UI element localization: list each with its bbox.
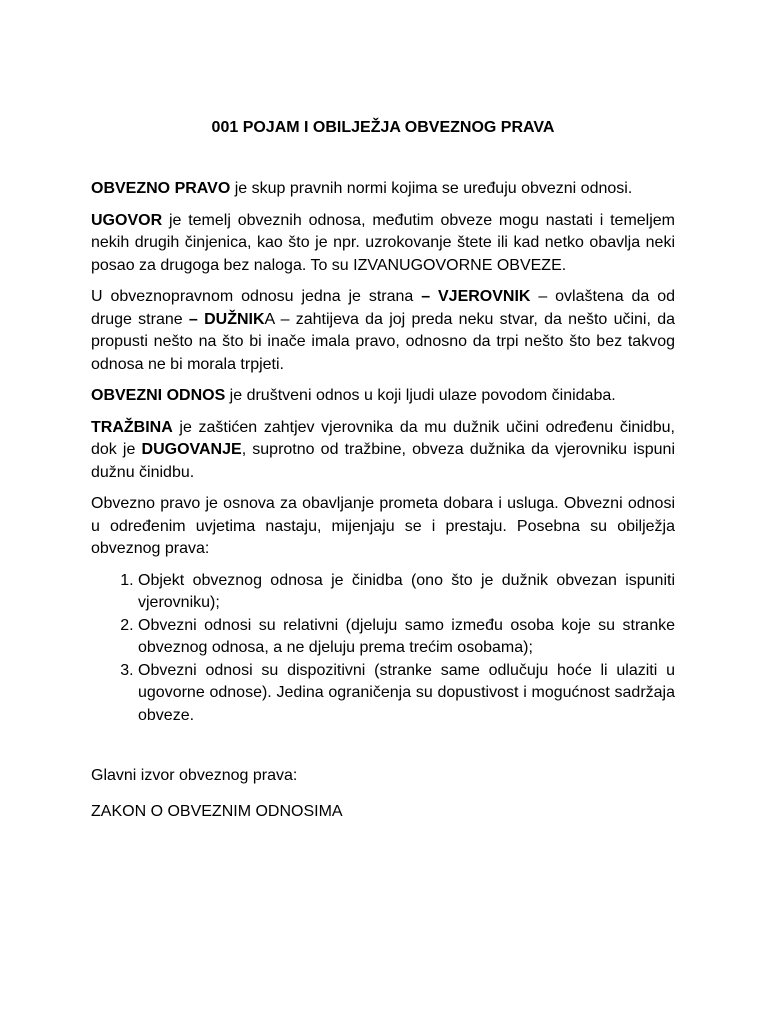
paragraph-ugovor [91, 210, 675, 278]
paragraph-text: , suprotno od tražbine, obveza dužnika da vjerovniku ispuni dužnu činidbu. [91, 441, 675, 481]
document-body [91, 178, 675, 832]
paragraph-obvezno-pravo [91, 178, 675, 201]
term-ugovor: UGOVOR [91, 211, 163, 229]
paragraph-text: – ovlaštena da od druge strane [91, 288, 676, 328]
paragraph-text: A – zahtijeva da joj preda neku stvar, da nešto učini, da propusti nešto na što bi inače imala pravo, odnosno da trpi nešto što bez takvog odnosa ne bi morala trpjeti. [91, 310, 675, 373]
term-obvezno-pravo: OBVEZNO PRAVO [91, 180, 231, 197]
list-item: 1. Objekt obveznog odnosa je činidba (ono što je dužnik obvezan ispuniti vjerovniku); [138, 570, 675, 615]
term-obvezni-odnos: OBVEZNI ODNOS [91, 387, 226, 404]
dash: – [421, 288, 431, 305]
features-list [91, 570, 675, 728]
paragraph-obilježja [91, 493, 675, 561]
source-value: ZAKON O OBVEZNIM ODNOSIMA [91, 802, 343, 820]
paragraph-text: Obvezno pravo je osnova za obavljanje prometa dobara i usluga. Obvezni odnosi u određenim uvjetima nastaju, mijenjaju se i prestaju. Posebna su obilježja obveznog prava: [91, 495, 675, 557]
document-title: 001 POJAM I OBILJEŽJA OBVEZNOG PRAVA [211, 119, 555, 136]
dash: – [188, 310, 198, 328]
paragraph-text: je društveni odnos u koji ljudi ulaze povodom činidaba. [225, 387, 616, 404]
paragraph-text: je skup pravnih normi kojima se uređuju obvezni odnosi. [230, 180, 633, 197]
list-item: 2. Obvezni odnosi su relativni (djeluju samo između osoba koje su stranke obveznog odnosa, a ne djeluju prema trećim osobama); [138, 615, 675, 660]
term-trazbina: TRAŽBINA [91, 418, 173, 436]
term-duznik: DUŽNIK [197, 310, 265, 328]
source-label: Glavni izvor obveznog prava: [91, 767, 298, 784]
term-vjerovnik: VJEROVNIK [430, 288, 531, 305]
list-item: 3. Obvezni odnosi su dispozitivni (stranke same odlučuju hoće li ulaziti u ugovorne odnose). Jedina ograničenja su dopustivost i mogućnost sadržaja obveze. [138, 660, 675, 728]
paragraph-obveznopravni-odnos [91, 286, 675, 376]
paragraph-text: U obveznopravnom odnosu jedna je strana [91, 288, 422, 305]
term-dugovanje: DUGOVANJE [141, 441, 242, 458]
paragraph-text: je temelj obveznih odnosa, međutim obveze mogu nastati i temeljem nekih drugih činjenica, kao što je npr. uzrokovanje štete ili kad netko obavlja neki posao za drugoga bez naloga. To su IZVANUGOVORNE OBVEZE. [91, 211, 675, 274]
paragraph-trazbina [91, 417, 675, 485]
paragraph-obvezni-odnos [91, 385, 675, 408]
paragraph-text: je zaštićen zahtjev vjerovnika da mu dužnik učini određenu činidbu, dok je [91, 418, 675, 458]
